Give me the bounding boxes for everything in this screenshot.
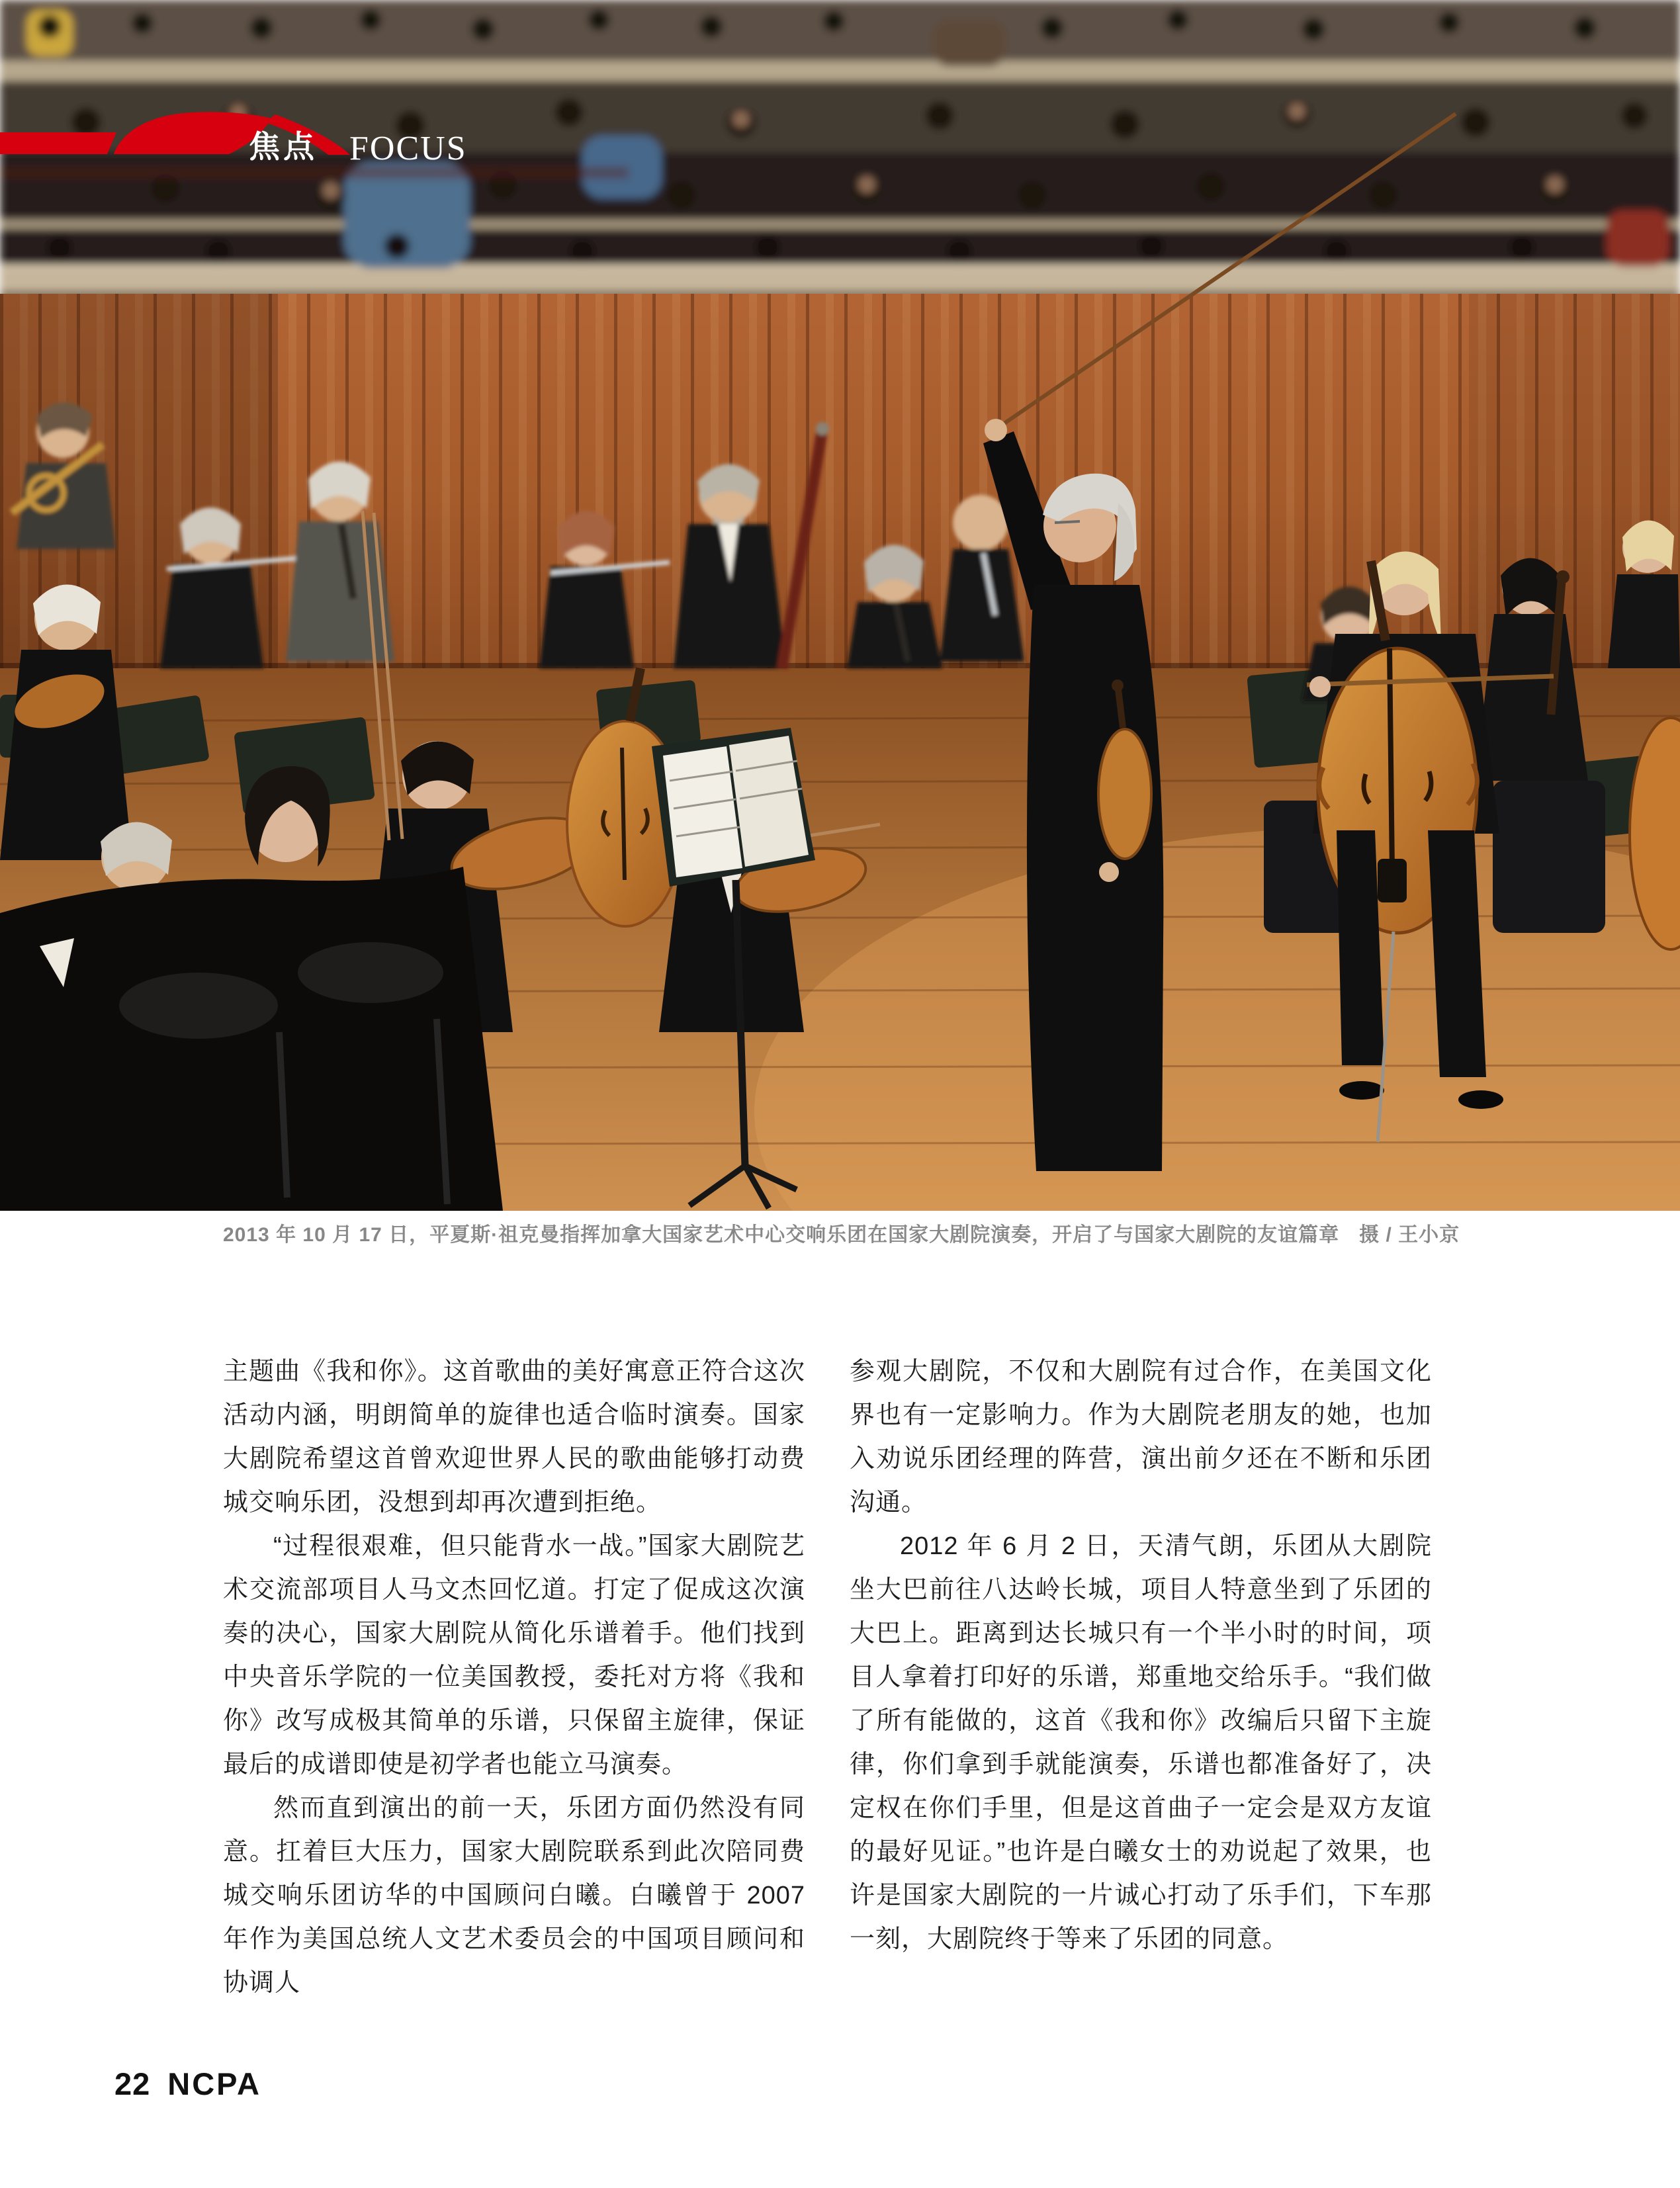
page-footer [114, 2066, 261, 2102]
magazine-name: NCPA [167, 2066, 261, 2101]
photo-credit: 摄 / 王小京 [1359, 1224, 1460, 1246]
paragraph: 2012 年 6 月 2 日，天清气朗，乐团从大剧院坐大巴前往八达岭长城，项目人特意坐到了乐团的大巴上。距离到达长城只有一个半小时的时间，项目人拿着打印好的乐谱，郑重地交给乐手。“我们做了所有能做的，这首《我和你》改编后只留下主旋律，你们拿到手就能演奏，乐谱也都准备好了，决定权在你们手里，但是这首曲子一定会是双方友谊的最好见证。”也许是白曦女士的劝说起了效果，也许是国家大剧院的一片诚心打动了乐手们，下车那一刻，大剧院终于等来了乐团的同意。 [850, 1532, 1432, 1953]
section-label-en: FOCUS [349, 130, 467, 167]
article-column-left [223, 1350, 805, 2005]
paragraph: 然而直到演出的前一天，乐团方面仍然没有同意。扛着巨大压力，国家大剧院联系到此次陪同费城交响乐团访华的中国顾问白曦。白曦曾于 2007 年作为美国总统人文艺术委员会的中国项目顾问和协调人 [223, 1794, 805, 1997]
page-number: 22 [114, 2066, 151, 2101]
paragraph: “过程很艰难，但只能背水一战。”国家大剧院艺术交流部项目人马文杰回忆道。打定了促成这次演奏的决心，国家大剧院从简化乐谱着手。他们找到中央音乐学院的一位美国教授，委托对方将《我和你》改写成极其简单的乐谱，只保留主旋律，保证最后的成谱即使是初学者也能立马演奏。 [223, 1532, 805, 1778]
article-body [223, 1350, 1433, 2005]
photo-caption-text: 2013 年 10 月 17 日，平夏斯·祖克曼指挥加拿大国家艺术中心交响乐团在国家大剧院演奏，开启了与国家大剧院的友谊篇章 [223, 1224, 1340, 1246]
banner-bar [0, 132, 116, 154]
article-column-right [850, 1350, 1432, 2005]
photo-caption [223, 1221, 1480, 1249]
paragraph: 参观大剧院，不仅和大剧院有过合作，在美国文化界也有一定影响力。作为大剧院老朋友的她，也加入劝说乐团经理的阵营，演出前夕还在不断和乐团沟通。 [850, 1358, 1432, 1516]
section-label-cn: 焦点 [249, 129, 318, 164]
paragraph: 主题曲《我和你》。这首歌曲的美好寓意正符合这次活动内涵，明朗简单的旋律也适合临时演奏。国家大剧院希望这首曾欢迎世界人民的歌曲能够打动费城交响乐团，没想到却再次遭到拒绝。 [223, 1358, 805, 1516]
